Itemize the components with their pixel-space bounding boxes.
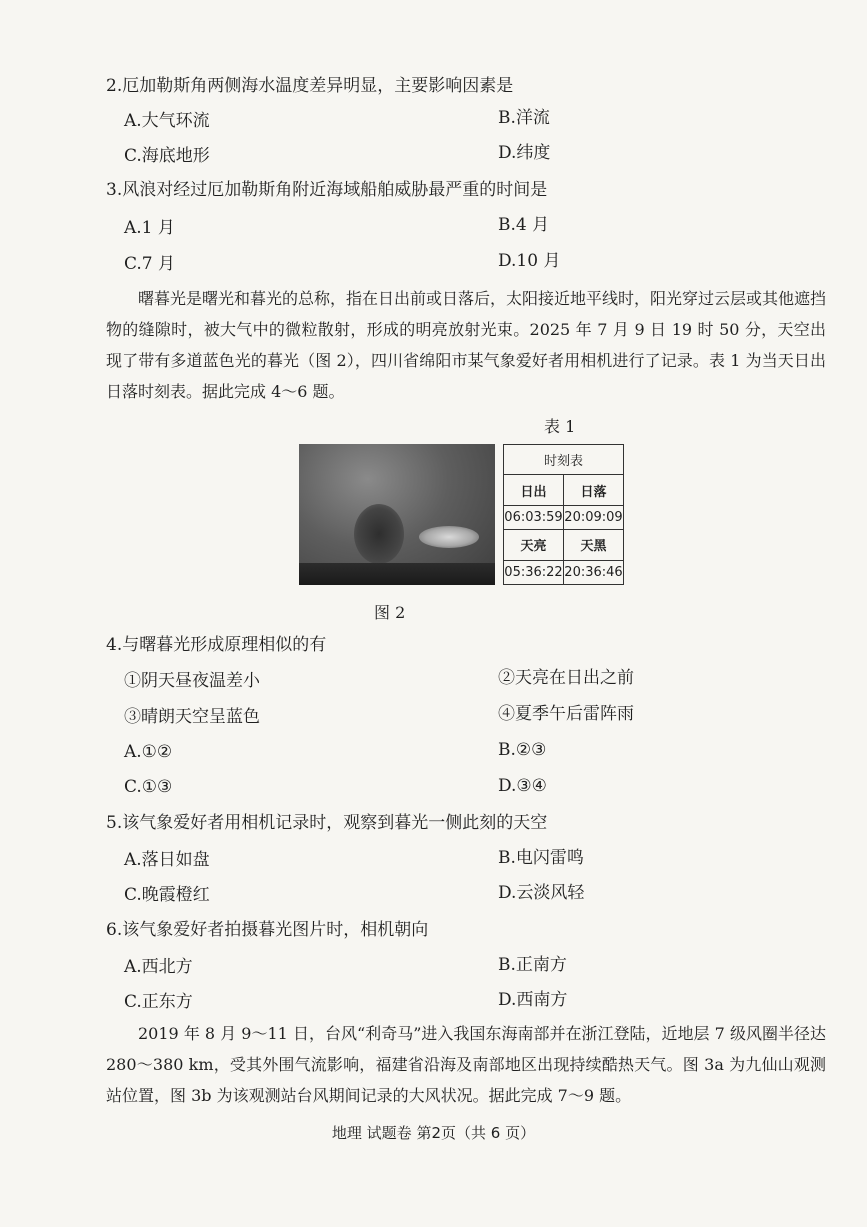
header-sunrise: 日出 (504, 475, 564, 505)
page-footer: 地理 试题卷 第2页（共 6 页） (331, 1124, 536, 1142)
question-5-stem: 5.该气象爱好者用相机记录时，观察到暮光一侧此刻的天空 (106, 813, 548, 833)
question-3-option-d: D.10 月 (498, 251, 561, 271)
question-6-option-a: A.西北方 (124, 957, 193, 977)
header-dusk: 天黑 (564, 530, 624, 560)
table-title: 时刻表 (504, 445, 624, 475)
question-2-option-b: B.洋流 (498, 108, 550, 128)
header-sunset: 日落 (564, 475, 624, 505)
question-4-option-b: B.②③ (498, 740, 547, 760)
question-4-option-a: A.①② (124, 742, 173, 762)
question-4-option-d: D.③④ (498, 776, 547, 796)
question-5-option-a: A.落日如盘 (124, 850, 210, 870)
question-4-item-2: ②天亮在日出之前 (498, 668, 634, 688)
question-6-option-d: D.西南方 (498, 990, 568, 1010)
sunrise-sunset-table (503, 444, 624, 585)
question-2-option-d: D.纬度 (498, 143, 551, 163)
question-2-option-a: A.大气环流 (124, 111, 210, 131)
question-3-option-b: B.4 月 (498, 215, 550, 235)
question-6-stem: 6.该气象爱好者拍摄暮光图片时，相机朝向 (106, 920, 429, 940)
question-4-option-c: C.①③ (124, 777, 173, 797)
value-sunset: 20:09:09 (564, 505, 624, 529)
question-6-option-b: B.正南方 (498, 955, 567, 975)
passage-typhoon: 2019 年 8 月 9～11 日，台风“利奇马”进入我国东海南部并在浙江登陆，近地层 7 级风圈半径达 280～380 km，受其外围气流影响，福建省沿海及南部地区出现持续酷热天气。图 3a 为九仙山观测站位置，图 3b 为该观测站台风期间记录的大风状况。据此完成 7～9 题。 (106, 1024, 826, 1105)
ground-silhouette (299, 563, 495, 585)
question-6-option-c: C.正东方 (124, 992, 193, 1012)
passage-twilight: 曙暮光是曙光和暮光的总称，指在日出前或日落后，太阳接近地平线时，阳光穿过云层或其他遮挡物的缝隙时，被大气中的微粒散射，形成的明亮放射光束。2025 年 7 月 9 日 19 时 50 分，天空出现了带有多道蓝色光的暮光（图 2），四川省绵阳市某气象爱好者用相机进行了记录。表 1 为当天日出日落时刻表。据此完成 4～6 题。 (106, 289, 827, 401)
table-1-caption: 表 1 (544, 417, 576, 436)
twilight-photo (299, 444, 495, 585)
question-2-option-c: C.海底地形 (124, 146, 210, 166)
question-3-stem: 3.风浪对经过厄加勒斯角附近海域船舶威胁最严重的时间是 (106, 180, 548, 200)
header-dawn: 天亮 (504, 530, 564, 560)
question-4-item-4: ④夏季午后雷阵雨 (498, 704, 634, 724)
question-5-option-c: C.晚霞橙红 (124, 885, 210, 905)
value-dusk: 20:36:46 (564, 560, 624, 584)
question-4-item-3: ③晴朗天空呈蓝色 (124, 707, 260, 727)
question-3-option-c: C.7 月 (124, 254, 176, 274)
question-3-option-a: A.1 月 (124, 218, 175, 238)
question-2-stem: 2.厄加勒斯角两侧海水温度差异明显，主要影响因素是 (106, 76, 514, 96)
bright-cloud-shape (419, 526, 479, 548)
question-5-option-d: D.云淡风轻 (498, 883, 585, 903)
question-5-option-b: B.电闪雷鸣 (498, 848, 584, 868)
figure-2-caption: 图 2 (374, 603, 406, 622)
question-4-stem: 4.与曙暮光形成原理相似的有 (106, 635, 327, 655)
value-dawn: 05:36:22 (504, 560, 564, 584)
dark-cloud-shape (354, 504, 404, 564)
value-sunrise: 06:03:59 (504, 505, 564, 529)
question-4-item-1: ①阴天昼夜温差小 (124, 671, 260, 691)
